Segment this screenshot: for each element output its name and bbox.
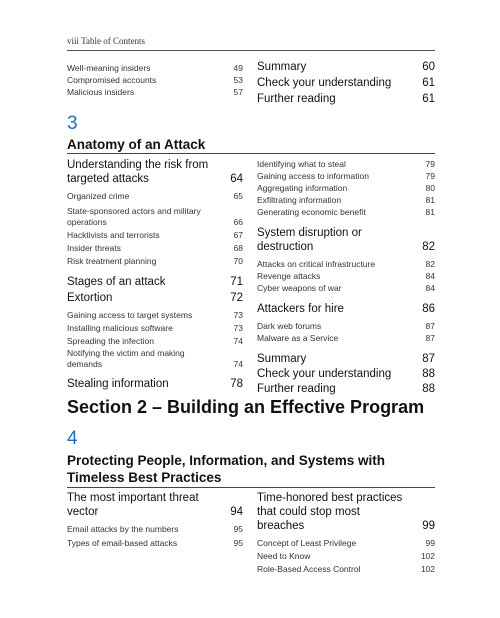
toc-entry[interactable]: Email attacks by the numbers 95 (67, 524, 243, 534)
toc-entry[interactable]: Organized crime 65 (67, 191, 243, 201)
toc-entry[interactable]: Attacks on critical infrastructure 82 (257, 259, 435, 269)
toc-entry[interactable]: Notifying the victim and making demands 74 (67, 348, 243, 369)
chapter-rule (67, 487, 435, 488)
toc-entry[interactable]: Further reading 61 (257, 93, 435, 105)
toc-entry[interactable]: Gaining access to information 79 (257, 171, 435, 181)
running-head: viii Table of Contents (67, 36, 145, 46)
toc-entry[interactable]: Malicious insiders 57 (67, 87, 243, 97)
toc-entry[interactable]: Revenge attacks 84 (257, 271, 435, 281)
toc-heading[interactable]: Summary 87 (257, 353, 435, 365)
toc-entry[interactable]: State-sponsored actors and military operations 66 (67, 206, 243, 227)
toc-heading[interactable]: Understanding the risk from targeted attacks 64 (67, 159, 243, 185)
top-right-column (257, 59, 435, 107)
chapter-number: 3 (67, 113, 78, 134)
toc-entry[interactable]: Hacktivists and terrorists 67 (67, 230, 243, 240)
section-title[interactable]: Section 2 – Building an Effective Program (67, 397, 425, 417)
toc-entry[interactable]: Malware as a Service 87 (257, 333, 435, 343)
toc-heading[interactable]: Extortion 72 (67, 292, 243, 304)
toc-entry[interactable]: Identifying what to steal 79 (257, 159, 435, 169)
toc-entry[interactable]: Concept of Least Privilege 99 (257, 538, 435, 548)
toc-entry[interactable]: Insider threats 68 (67, 243, 243, 253)
running-head-rule (67, 50, 435, 51)
toc-heading[interactable]: The most important threat vector 94 (67, 492, 243, 518)
chapter-number: 4 (67, 428, 78, 449)
toc-entry[interactable]: Aggregating information 80 (257, 183, 435, 193)
toc-entry[interactable]: Well-meaning insiders 49 (67, 63, 243, 73)
toc-heading[interactable]: System disruption or destruction 82 (257, 227, 435, 253)
toc-heading[interactable]: Stealing information 78 (67, 378, 243, 390)
toc-entry[interactable]: Cyber weapons of war 84 (257, 283, 435, 293)
toc-heading[interactable]: Time-honored best practices that could stop most breaches 99 (257, 492, 435, 532)
toc-entry[interactable]: Generating economic benefit 81 (257, 207, 435, 217)
toc-entry[interactable]: Check your understanding 61 (257, 77, 435, 89)
toc-entry[interactable]: Gaining access to target systems 73 (67, 310, 243, 320)
chapter-rule (67, 153, 435, 154)
top-left-column (67, 62, 243, 98)
ch3-right-column (257, 158, 435, 397)
toc-entry[interactable]: Dark web forums 87 (257, 321, 435, 331)
toc-entry[interactable]: Need to Know 102 (257, 551, 435, 561)
toc-entry[interactable]: Summary 60 (257, 61, 435, 73)
toc-entry[interactable]: Installing malicious software 73 (67, 323, 243, 333)
toc-entry[interactable]: Compromised accounts 53 (67, 75, 243, 85)
chapter-title[interactable]: Protecting People, Information, and Systems with Timeless Best Practices (67, 453, 386, 485)
toc-entry[interactable]: Types of email-based attacks 95 (67, 538, 243, 548)
ch4-right-column (257, 491, 435, 575)
toc-entry[interactable]: Exfiltrating information 81 (257, 195, 435, 205)
toc-entry[interactable]: Risk treatment planning 70 (67, 256, 243, 266)
chapter-title[interactable]: Anatomy of an Attack (67, 137, 206, 152)
toc-entry[interactable]: Role-Based Access Control 102 (257, 564, 435, 574)
toc-heading[interactable]: Attackers for hire 86 (257, 303, 435, 315)
ch4-left-column (67, 491, 243, 549)
toc-entry[interactable]: Spreading the infection 74 (67, 336, 243, 346)
toc-heading[interactable]: Stages of an attack 71 (67, 276, 243, 288)
ch3-left-column (67, 158, 243, 391)
toc-heading[interactable]: Further reading 88 (257, 383, 435, 395)
toc-heading[interactable]: Check your understanding 88 (257, 368, 435, 380)
